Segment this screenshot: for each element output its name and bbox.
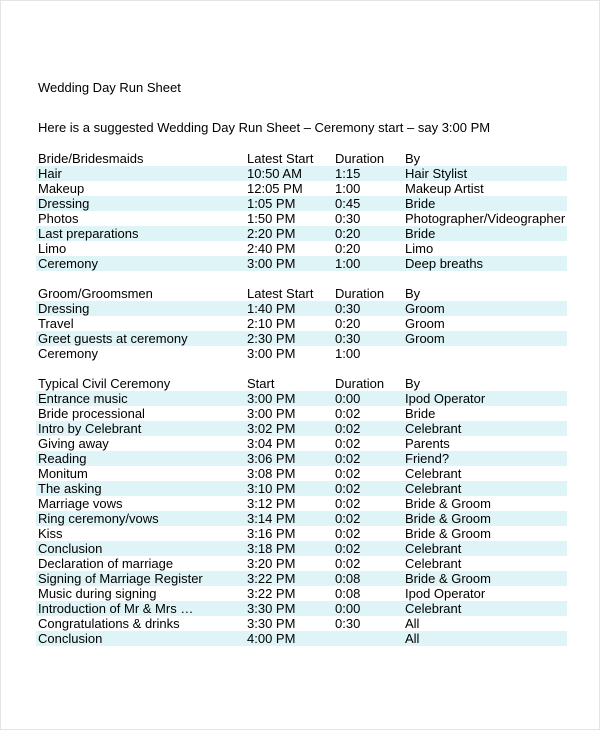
duration-cell: 0:02	[335, 436, 361, 451]
by-cell: By	[405, 151, 421, 166]
intro-text: Here is a suggested Wedding Day Run Sheet – Ceremony start – say 3:00 PM	[38, 120, 491, 135]
by-cell: Celebrant	[405, 421, 462, 436]
by-cell: Celebrant	[405, 466, 462, 481]
activity-cell: Photos	[38, 211, 79, 226]
start-cell: 3:22 PM	[247, 571, 296, 586]
start-cell: 3:00 PM	[247, 346, 296, 361]
by-cell: Parents	[405, 436, 450, 451]
by-cell: Limo	[405, 241, 434, 256]
table-row	[36, 526, 567, 541]
activity-cell: Hair	[38, 166, 62, 181]
activity-cell: Monitum	[38, 466, 88, 481]
duration-cell: 1:15	[335, 166, 361, 181]
duration-cell: 1:00	[335, 256, 361, 271]
by-cell: By	[405, 286, 421, 301]
start-cell: 3:00 PM	[247, 256, 296, 271]
table-row	[36, 586, 567, 601]
duration-cell: 0:02	[335, 466, 361, 481]
table-row	[36, 511, 567, 526]
start-cell: 3:22 PM	[247, 586, 296, 601]
activity-cell: Conclusion	[38, 631, 103, 646]
by-cell: Celebrant	[405, 601, 462, 616]
duration-cell: 0:02	[335, 421, 361, 436]
start-cell: 12:05 PM	[247, 181, 303, 196]
table-row	[36, 481, 567, 496]
table-row	[36, 436, 567, 451]
start-cell: 3:08 PM	[247, 466, 296, 481]
by-cell: Deep breaths	[405, 256, 484, 271]
activity-cell: Kiss	[38, 526, 63, 541]
duration-cell: Duration	[335, 376, 385, 391]
duration-cell: 0:02	[335, 451, 361, 466]
start-cell: Latest Start	[247, 286, 314, 301]
duration-cell: 0:02	[335, 556, 361, 571]
start-cell: Latest Start	[247, 151, 314, 166]
start-cell: 2:20 PM	[247, 226, 296, 241]
by-cell: All	[405, 631, 420, 646]
activity-cell: Typical Civil Ceremony	[38, 376, 171, 391]
start-cell: 4:00 PM	[247, 631, 296, 646]
start-cell: 3:00 PM	[247, 406, 296, 421]
table-row	[36, 241, 567, 256]
start-cell: 3:10 PM	[247, 481, 296, 496]
table-row	[36, 496, 567, 511]
table-row	[36, 616, 567, 631]
duration-cell: Duration	[335, 151, 385, 166]
section-header-bride	[36, 151, 567, 166]
by-cell: Makeup Artist	[405, 181, 484, 196]
activity-cell: Signing of Marriage Register	[38, 571, 203, 586]
table-row	[36, 541, 567, 556]
start-cell: 3:12 PM	[247, 496, 296, 511]
section-spacer	[36, 361, 567, 376]
activity-cell: Ceremony	[38, 346, 98, 361]
by-cell: All	[405, 616, 420, 631]
activity-cell: Ring ceremony/vows	[38, 511, 159, 526]
duration-cell: 0:30	[335, 331, 361, 346]
duration-cell: 0:08	[335, 586, 361, 601]
by-cell: Hair Stylist	[405, 166, 468, 181]
table-row	[36, 631, 567, 646]
duration-cell: 1:00	[335, 346, 361, 361]
table-row	[36, 451, 567, 466]
start-cell: 3:04 PM	[247, 436, 296, 451]
duration-cell: 0:02	[335, 496, 361, 511]
by-cell: Photographer/Videographer	[405, 211, 566, 226]
table-row	[36, 301, 567, 316]
table-row	[36, 181, 567, 196]
duration-cell: 0:00	[335, 601, 361, 616]
by-cell: Celebrant	[405, 556, 462, 571]
table-row	[36, 466, 567, 481]
by-cell: Bride & Groom	[405, 496, 491, 511]
duration-cell: Duration	[335, 286, 385, 301]
by-cell: Bride & Groom	[405, 526, 491, 541]
activity-cell: Travel	[38, 316, 74, 331]
by-cell: Bride & Groom	[405, 511, 491, 526]
start-cell: 3:18 PM	[247, 541, 296, 556]
by-cell: Groom	[405, 301, 445, 316]
table-row	[36, 166, 567, 181]
activity-cell: Bride/Bridesmaids	[38, 151, 144, 166]
table-row	[36, 196, 567, 211]
activity-cell: Entrance music	[38, 391, 128, 406]
activity-cell: Dressing	[38, 301, 90, 316]
start-cell: 3:00 PM	[247, 391, 296, 406]
activity-cell: Reading	[38, 451, 87, 466]
duration-cell: 0:00	[335, 391, 361, 406]
table-row	[36, 601, 567, 616]
activity-cell: Bride processional	[38, 406, 145, 421]
by-cell: Groom	[405, 331, 445, 346]
table-row	[36, 226, 567, 241]
activity-cell: The asking	[38, 481, 102, 496]
by-cell: Bride	[405, 196, 436, 211]
activity-cell: Groom/Groomsmen	[38, 286, 153, 301]
duration-cell: 0:08	[335, 571, 361, 586]
by-cell: Bride	[405, 406, 436, 421]
activity-cell: Congratulations & drinks	[38, 616, 180, 631]
duration-cell: 0:02	[335, 406, 361, 421]
start-cell: 3:06 PM	[247, 451, 296, 466]
start-cell: Start	[247, 376, 275, 391]
table-row	[36, 571, 567, 586]
by-cell: By	[405, 376, 421, 391]
duration-cell: 0:20	[335, 316, 361, 331]
activity-cell: Ceremony	[38, 256, 98, 271]
table-row	[36, 331, 567, 346]
activity-cell: Limo	[38, 241, 67, 256]
duration-cell: 0:02	[335, 541, 361, 556]
table-row	[36, 316, 567, 331]
section-spacer	[36, 271, 567, 286]
activity-cell: Giving away	[38, 436, 109, 451]
start-cell: 3:30 PM	[247, 616, 296, 631]
by-cell: Bride & Groom	[405, 571, 491, 586]
duration-cell: 0:20	[335, 241, 361, 256]
duration-cell: 0:02	[335, 526, 361, 541]
table-row	[36, 556, 567, 571]
start-cell: 1:50 PM	[247, 211, 296, 226]
activity-cell: Greet guests at ceremony	[38, 331, 188, 346]
by-cell: Friend?	[405, 451, 450, 466]
start-cell: 3:16 PM	[247, 526, 296, 541]
activity-cell: Intro by Celebrant	[38, 421, 142, 436]
duration-cell: 0:20	[335, 226, 361, 241]
start-cell: 2:30 PM	[247, 331, 296, 346]
duration-cell: 1:00	[335, 181, 361, 196]
activity-cell: Last preparations	[38, 226, 139, 241]
start-cell: 3:20 PM	[247, 556, 296, 571]
table-row	[36, 421, 567, 436]
duration-cell: 0:02	[335, 511, 361, 526]
by-cell: Celebrant	[405, 541, 462, 556]
table-row	[36, 346, 567, 361]
document-title: Wedding Day Run Sheet	[38, 80, 181, 95]
duration-cell: 0:30	[335, 211, 361, 226]
by-cell: Groom	[405, 316, 445, 331]
table-row	[36, 406, 567, 421]
duration-cell: 0:30	[335, 301, 361, 316]
activity-cell: Declaration of marriage	[38, 556, 174, 571]
start-cell: 10:50 AM	[247, 166, 302, 181]
start-cell: 1:40 PM	[247, 301, 296, 316]
activity-cell: Makeup	[38, 181, 85, 196]
activity-cell: Conclusion	[38, 541, 103, 556]
section-header-groom	[36, 286, 567, 301]
by-cell: Bride	[405, 226, 436, 241]
run-sheet-table	[36, 151, 567, 646]
duration-cell: 0:45	[335, 196, 361, 211]
duration-cell: 0:30	[335, 616, 361, 631]
by-cell: Ipod Operator	[405, 586, 486, 601]
by-cell: Ipod Operator	[405, 391, 486, 406]
activity-cell: Dressing	[38, 196, 90, 211]
start-cell: 3:02 PM	[247, 421, 296, 436]
start-cell: 3:30 PM	[247, 601, 296, 616]
activity-cell: Marriage vows	[38, 496, 123, 511]
activity-cell: Music during signing	[38, 586, 157, 601]
by-cell: Celebrant	[405, 481, 462, 496]
duration-cell: 0:02	[335, 481, 361, 496]
section-header-ceremony	[36, 376, 567, 391]
table-row	[36, 256, 567, 271]
table-row	[36, 391, 567, 406]
start-cell: 2:10 PM	[247, 316, 296, 331]
table-row	[36, 211, 567, 226]
start-cell: 3:14 PM	[247, 511, 296, 526]
start-cell: 2:40 PM	[247, 241, 296, 256]
activity-cell: Introduction of Mr & Mrs …	[38, 601, 194, 616]
start-cell: 1:05 PM	[247, 196, 296, 211]
